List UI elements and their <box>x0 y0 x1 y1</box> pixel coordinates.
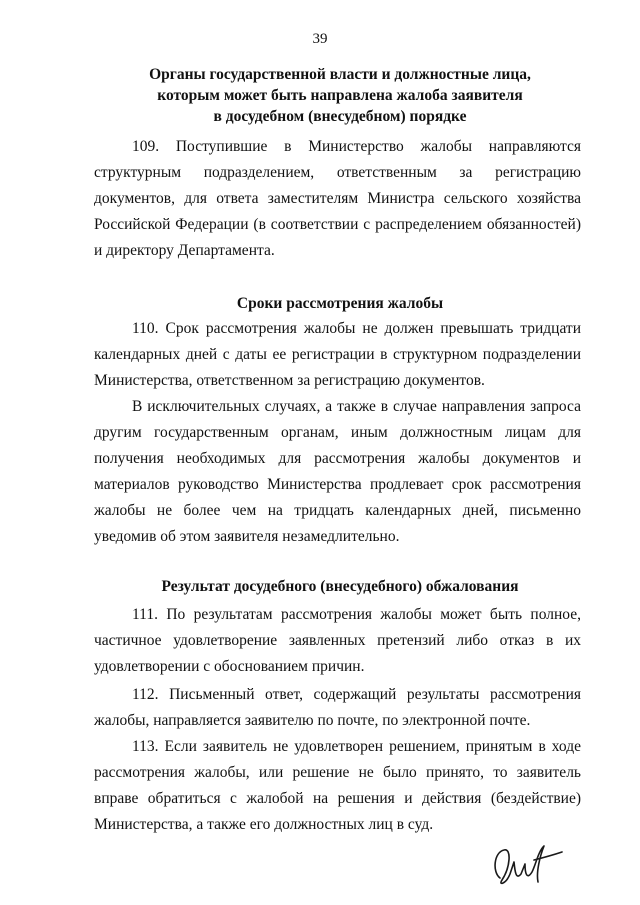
paragraph-110: 110. Срок рассмотрения жалобы не должен превышать тридцати календарных дней с даты ее регистрации в структурном подразделении Министерства, ответственном за регистрацию документов. <box>94 320 581 389</box>
heading-line: которым может быть направлена жалоба заявителя <box>157 87 523 104</box>
section-heading-review-terms <box>60 293 620 314</box>
paragraph-112: 112. Письменный ответ, содержащий результаты рассмотрения жалобы, направляется заявителю по почте, по электронной почте. <box>94 686 581 729</box>
heading-line: в досудебном (внесудебном) порядке <box>213 108 467 125</box>
heading-line: Органы государственной власти и должностные лица, <box>149 66 531 83</box>
paragraph-exceptional-cases: В исключительных случаях, а также в случае направления запроса другим государственным органам, иным должностным лицам для получения необходимых для рассмотрения жалобы документов и материалов руководство Министерства продлевает срок рассмотрения жалобы не более чем на тридцать календарных дней, письменно уведомив об этом заявителя незамедлительно. <box>94 398 581 545</box>
paragraph-111: 111. По результатам рассмотрения жалобы может быть полное, частичное удовлетворение заявленных претензий либо отказ в их удовлетворении с обоснованием причин. <box>94 606 581 675</box>
heading-line: Сроки рассмотрения жалобы <box>236 295 444 312</box>
paragraph-109: 109. Поступившие в Министерство жалобы направляются структурным подразделением, ответственным за регистрацию документов, для ответа заместителям Министра сельского хозяйства Российской Федерации (в соответствии с распределением обязанностей) и директору Департамента. <box>94 138 581 259</box>
section-heading-authorities <box>60 64 620 127</box>
paragraph-113: 113. Если заявитель не удовлетворен решением, принятым в ходе рассмотрения жалобы, или решение не было принято, то заявитель вправе обратиться с жалобой на решения и действия (бездействие) Министерства, а также его должностных лиц в суд. <box>94 738 581 833</box>
heading-line: Результат досудебного (внесудебного) обжалования <box>161 578 519 595</box>
handwritten-signature <box>488 838 568 888</box>
section-heading-appeal-result <box>60 576 620 597</box>
page-number: 39 <box>312 31 328 47</box>
